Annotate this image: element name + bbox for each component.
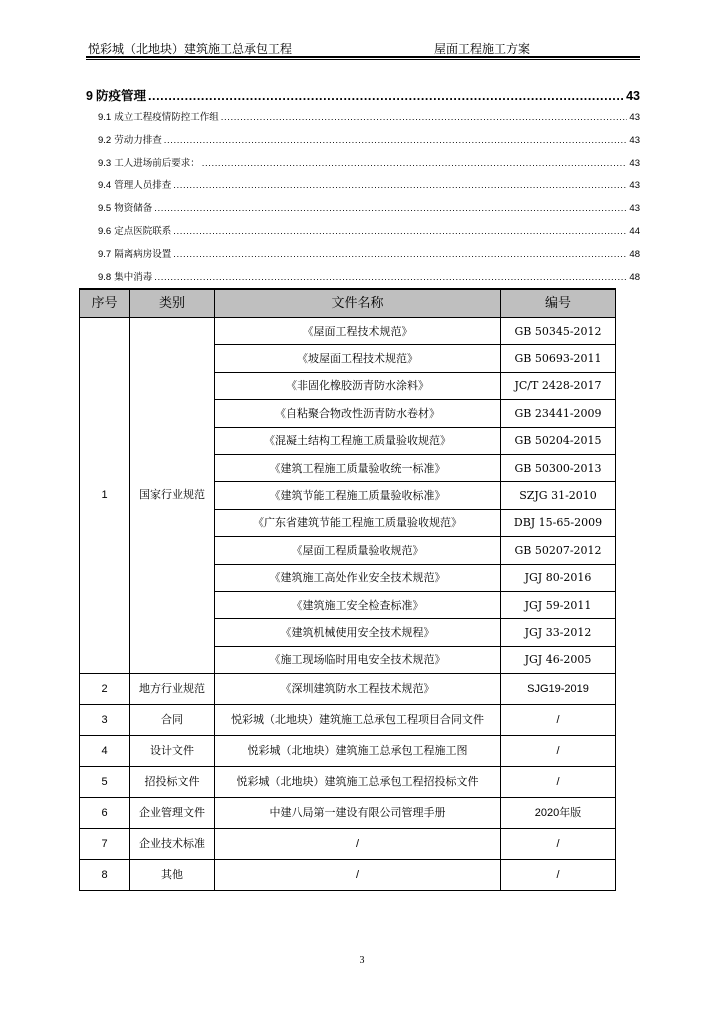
- category-cell: 企业技术标准: [130, 829, 215, 860]
- toc-chapter-title: 防疫管理: [95, 89, 146, 103]
- row-number-cell: 7: [80, 829, 130, 860]
- page-header: [86, 38, 640, 60]
- document-code-cell: GB 50693-2011: [501, 345, 616, 372]
- row-number-cell: 4: [80, 736, 130, 767]
- toc-entry-number: 9.2: [98, 134, 112, 146]
- toc-entry-number: 9.8: [98, 271, 112, 283]
- toc-entry-title: 集中消毒: [114, 271, 153, 283]
- toc-entry[interactable]: [86, 267, 640, 290]
- row-number-cell: 3: [80, 705, 130, 736]
- document-name-cell: 《建筑工程施工质量验收统一标准》: [215, 454, 501, 481]
- document-name-cell: 《坡屋面工程技术规范》: [215, 345, 501, 372]
- header-cell-code: 编号: [501, 289, 616, 318]
- toc-entry-page: 48: [629, 248, 640, 260]
- document-name-cell: 《屋面工程质量验收规范》: [215, 537, 501, 564]
- document-name-cell: 悦彩城（北地块）建筑施工总承包工程施工图: [215, 736, 501, 767]
- document-name-cell: 《广东省建筑节能工程施工质量验收规范》: [215, 509, 501, 536]
- toc-entry-title: 隔离病房设置: [114, 248, 172, 260]
- table-row: [80, 705, 616, 736]
- toc-chapter-number: 9: [86, 89, 93, 103]
- document-name-cell: 《屋面工程技术规范》: [215, 318, 501, 345]
- toc-entry-title: 管理人员排查: [114, 180, 172, 192]
- header-cell-category: 类别: [130, 289, 215, 318]
- page-number: 3: [359, 955, 365, 966]
- document-code-cell: JGJ 33-2012: [501, 619, 616, 646]
- toc-entry-page: 43: [629, 203, 640, 215]
- toc-entry[interactable]: [86, 130, 640, 153]
- toc-entry-number: 9.1: [98, 112, 112, 123]
- toc-dot-leader: [221, 107, 628, 130]
- toc-dot-leader: [154, 267, 627, 290]
- toc-dot-leader: [164, 130, 628, 153]
- toc-entry-number: 9.7: [98, 248, 112, 260]
- table-row: [80, 674, 616, 705]
- toc-dot-leader: [154, 198, 627, 221]
- toc-entry[interactable]: [86, 221, 640, 244]
- toc-entry-number: 9.6: [98, 225, 112, 237]
- document-name-cell: 中建八局第一建设有限公司管理手册: [215, 798, 501, 829]
- toc-entry-number: 9.5: [98, 203, 112, 215]
- table-row: [80, 318, 616, 345]
- toc-entry-title: 定点医院联系: [114, 225, 172, 237]
- category-cell: 其他: [130, 860, 215, 891]
- document-code-cell: GB 23441-2009: [501, 400, 616, 427]
- toc-entry[interactable]: [86, 244, 640, 267]
- toc-entry-number: 9.4: [98, 180, 112, 192]
- document-code-cell: JGJ 59-2011: [501, 591, 616, 618]
- header-cell-document-name: 文件名称: [215, 289, 501, 318]
- toc-entry-page: 43: [629, 157, 640, 169]
- header-doc-title: 屋面工程施工方案: [434, 42, 531, 56]
- toc-dot-leader: [202, 153, 628, 176]
- document-name-cell: 《施工现场临时用电安全技术规范》: [215, 646, 501, 673]
- table-row: [80, 767, 616, 798]
- table-of-contents: [86, 86, 640, 289]
- reference-documents-table: [79, 288, 616, 891]
- toc-entry-title: 工人进场前后要求：: [114, 157, 200, 169]
- toc-dot-leader: [148, 86, 624, 107]
- row-number-cell: 6: [80, 798, 130, 829]
- toc-entry-title: 物资储备: [114, 203, 153, 215]
- document-code-cell: JGJ 80-2016: [501, 564, 616, 591]
- toc-chapter-page: 43: [626, 89, 640, 103]
- header-rule-thick: [86, 56, 640, 58]
- document-name-cell: /: [215, 860, 501, 891]
- toc-entry-page: 44: [629, 225, 640, 237]
- document-name-cell: /: [215, 829, 501, 860]
- row-number-cell: 5: [80, 767, 130, 798]
- document-code-cell: JC/T 2428-2017: [501, 372, 616, 399]
- table-body: [80, 318, 616, 891]
- toc-entry-title: 成立工程疫情防控工作组: [114, 112, 219, 123]
- document-code-cell: SZJG 31-2010: [501, 482, 616, 509]
- document-code-cell: /: [501, 767, 616, 798]
- document-code-cell: GB 50207-2012: [501, 537, 616, 564]
- table-row: [80, 736, 616, 767]
- document-name-cell: 《建筑施工安全检查标准》: [215, 591, 501, 618]
- document-code-cell: JGJ 46-2005: [501, 646, 616, 673]
- document-name-cell: 《建筑节能工程施工质量验收标准》: [215, 482, 501, 509]
- header-rule-thin: [86, 59, 640, 60]
- category-cell: 设计文件: [130, 736, 215, 767]
- document-name-cell: 《建筑机械使用安全技术规程》: [215, 619, 501, 646]
- toc-entry[interactable]: [86, 153, 640, 176]
- document-code-cell: /: [501, 736, 616, 767]
- document-code-cell: DBJ 15-65-2009: [501, 509, 616, 536]
- toc-chapter-entry[interactable]: [86, 86, 640, 107]
- toc-dot-leader: [173, 221, 627, 244]
- category-cell: 国家行业规范: [130, 318, 215, 674]
- document-code-cell: GB 50345-2012: [501, 318, 616, 345]
- toc-dot-leader: [173, 175, 627, 198]
- document-code-cell: /: [501, 860, 616, 891]
- toc-entry-page: 43: [629, 180, 640, 192]
- table-row: [80, 798, 616, 829]
- toc-entry[interactable]: [86, 198, 640, 221]
- document-name-cell: 《自粘聚合物改性沥青防水卷材》: [215, 400, 501, 427]
- document-code-cell: /: [501, 829, 616, 860]
- toc-dot-leader: [173, 244, 627, 267]
- document-name-cell: 悦彩城（北地块）建筑施工总承包工程项目合同文件: [215, 705, 501, 736]
- document-name-cell: 《混凝土结构工程施工质量验收规范》: [215, 427, 501, 454]
- document-name-cell: 悦彩城（北地块）建筑施工总承包工程招投标文件: [215, 767, 501, 798]
- row-number-cell: 2: [80, 674, 130, 705]
- row-number-cell: 1: [80, 318, 130, 674]
- toc-entry[interactable]: [86, 175, 640, 198]
- header-cell-no: 序号: [80, 289, 130, 318]
- toc-entry-title: 劳动力排查: [114, 134, 162, 146]
- toc-entries: [86, 107, 640, 289]
- category-cell: 招投标文件: [130, 767, 215, 798]
- table-header-row: [80, 289, 616, 318]
- document-code-cell: 2020年版: [501, 798, 616, 829]
- document-code-cell: GB 50300-2013: [501, 454, 616, 481]
- document-name-cell: 《深圳建筑防水工程技术规范》: [215, 674, 501, 705]
- document-code-cell: SJG19-2019: [501, 674, 616, 705]
- document-code-cell: /: [501, 705, 616, 736]
- category-cell: 企业管理文件: [130, 798, 215, 829]
- table-row: [80, 860, 616, 891]
- toc-entry-number: 9.3: [98, 157, 112, 169]
- table-row: [80, 829, 616, 860]
- header-project-name: 悦彩城（北地块）建筑施工总承包工程: [88, 42, 293, 56]
- document-name-cell: 《建筑施工高处作业安全技术规范》: [215, 564, 501, 591]
- document-code-cell: GB 50204-2015: [501, 427, 616, 454]
- toc-entry-page: 43: [629, 112, 640, 123]
- toc-entry-page: 43: [629, 134, 640, 146]
- document-name-cell: 《非固化橡胶沥青防水涂料》: [215, 372, 501, 399]
- toc-entry[interactable]: [86, 107, 640, 130]
- toc-entry-page: 48: [629, 271, 640, 283]
- row-number-cell: 8: [80, 860, 130, 891]
- category-cell: 地方行业规范: [130, 674, 215, 705]
- category-cell: 合同: [130, 705, 215, 736]
